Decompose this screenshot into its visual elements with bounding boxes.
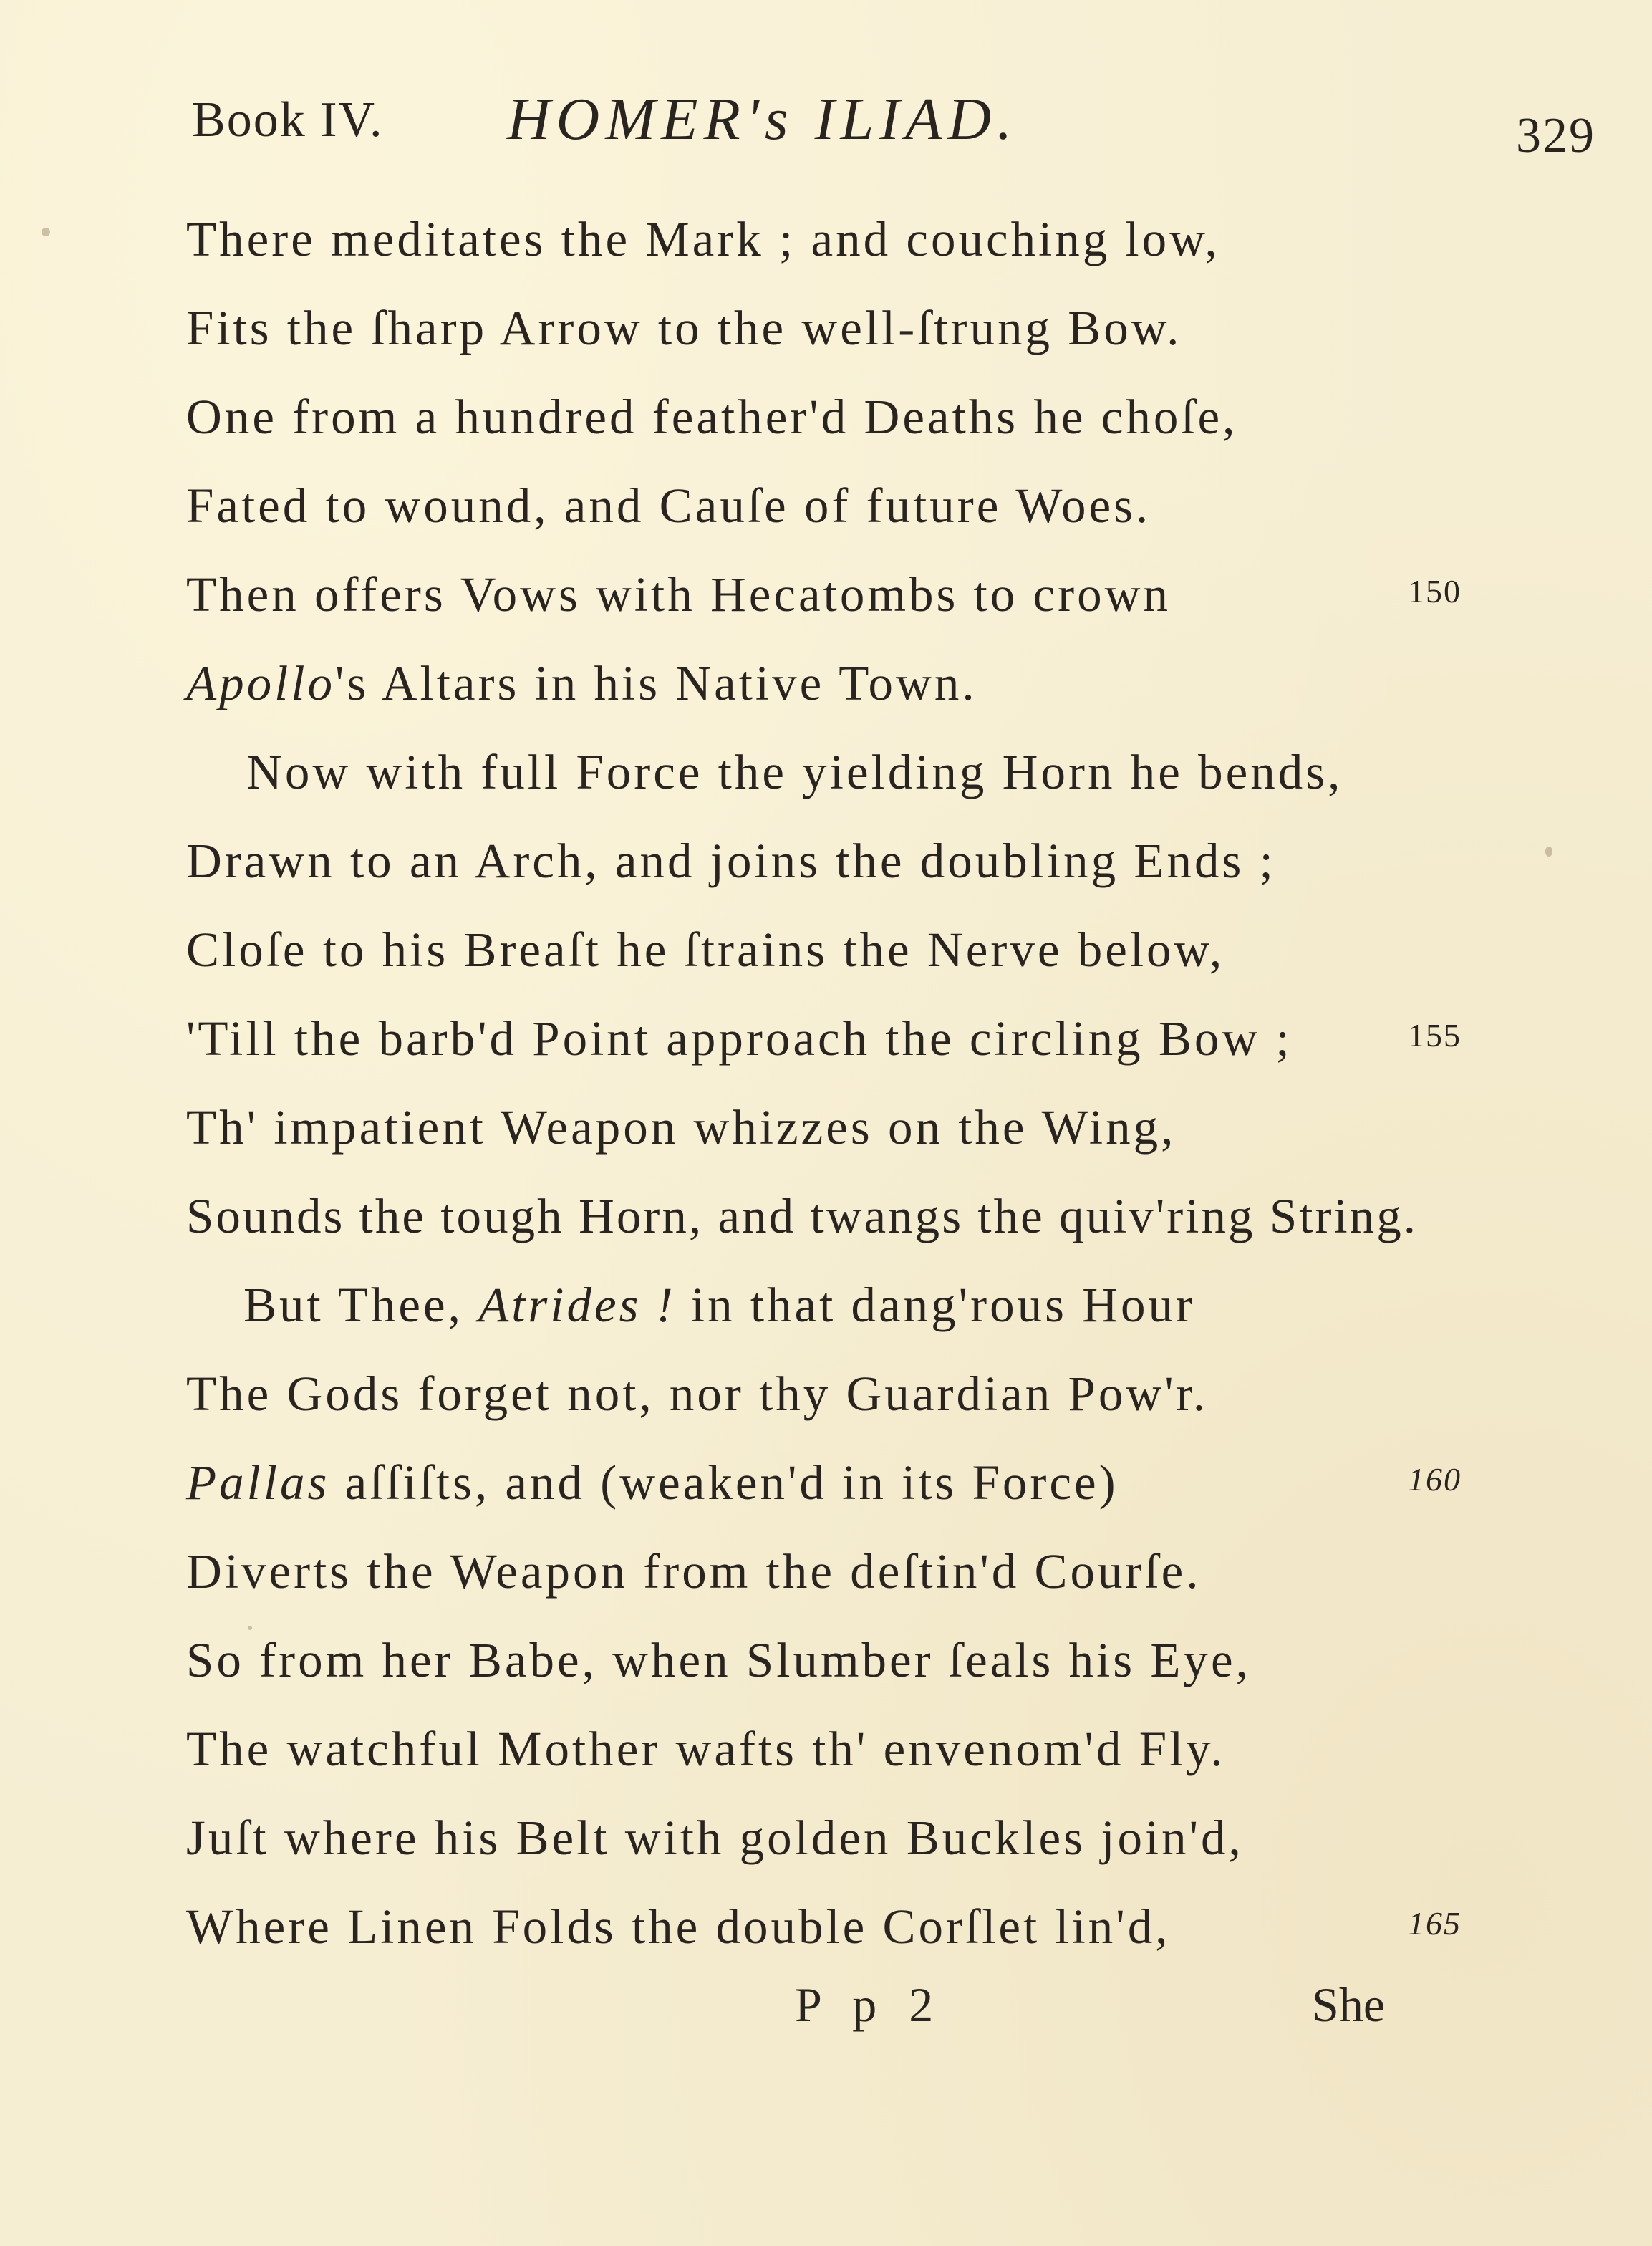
paper-speck <box>248 1626 252 1630</box>
text-segment: Diverts the Weapon from the deſtin'd Courſe. <box>186 1544 1202 1599</box>
paper-speck <box>42 228 50 236</box>
verse-line <box>0 1172 1652 1261</box>
verse-text <box>186 1083 1176 1172</box>
page-number: 329 <box>1516 108 1595 163</box>
text-segment: One from a hundred feather'd Deaths he choſe, <box>186 390 1238 444</box>
verse-line <box>0 550 1652 639</box>
verse-line <box>0 1083 1652 1172</box>
work-title: HOMER's ILIAD. <box>507 86 1018 153</box>
verse-text <box>186 1793 1244 1882</box>
text-segment: Juſt where his Belt with golden Buckles join'd, <box>186 1811 1244 1865</box>
italic-segment: Apollo <box>186 656 335 710</box>
catchword: She <box>1312 1977 1385 2032</box>
text-segment: aſſiſts, and (weaken'd in its Force) <box>329 1455 1119 1510</box>
running-head <box>192 85 1595 163</box>
verse-text <box>186 550 1171 639</box>
line-number: 165 <box>1408 1905 1462 1942</box>
verse-text <box>186 1705 1226 1793</box>
verse-line <box>0 195 1652 284</box>
text-segment: 'Till the barb'd Point approach the circling Bow ; <box>186 1011 1293 1066</box>
verse-line <box>0 461 1652 550</box>
text-segment: Th' impatient Weapon whizzes on the Wing, <box>186 1100 1177 1155</box>
text-segment: But Thee, <box>243 1278 479 1332</box>
verse-text <box>186 994 1293 1083</box>
text-segment: There meditates the Mark ; and couching low, <box>186 212 1220 266</box>
verse-line <box>0 1527 1652 1616</box>
italic-segment: Pallas <box>186 1455 330 1510</box>
verse-text <box>186 461 1151 550</box>
text-segment: Now with full Force the yielding Horn he bends, <box>246 745 1343 799</box>
text-segment: Fits the ſharp Arrow to the well-ſtrung Bow. <box>186 301 1182 355</box>
verse-text <box>186 195 1220 284</box>
signature-mark: P p 2 <box>795 1977 944 2032</box>
text-segment: The Gods forget not, nor thy Guardian Pow'r. <box>186 1367 1209 1421</box>
verse-line <box>0 728 1652 816</box>
verse-text <box>186 1438 1119 1527</box>
verse-text <box>186 639 977 728</box>
line-number: 150 <box>1408 573 1462 609</box>
text-segment: 's Altars in his Native Town. <box>335 656 977 710</box>
text-segment: Sounds the tough Horn, and twangs the quiv'ring String. <box>186 1189 1418 1243</box>
text-segment: Drawn to an Arch, and joins the doubling Ends ; <box>186 834 1276 888</box>
verse-line <box>0 1349 1652 1438</box>
verse-text <box>186 372 1237 461</box>
verse-line <box>0 1261 1652 1349</box>
text-segment: So from her Babe, when Slumber ſeals his Eye, <box>186 1633 1251 1687</box>
verse-line <box>0 994 1652 1083</box>
verse-text <box>186 1616 1251 1705</box>
verse-text <box>186 284 1182 372</box>
line-number: 160 <box>1408 1461 1462 1498</box>
text-segment: Then offers Vows with Hecatombs to crown <box>186 567 1171 622</box>
text-segment: Where Linen Folds the double Corſlet lin'd, <box>186 1899 1171 1954</box>
text-segment: The watchful Mother wafts th' envenom'd Fly. <box>186 1722 1226 1776</box>
verse-line <box>0 639 1652 728</box>
italic-segment: Atrides ! <box>478 1278 676 1332</box>
paper-speck <box>1545 847 1552 857</box>
verse-text <box>186 1527 1202 1616</box>
book-label: Book IV. <box>192 92 384 148</box>
verse-text <box>186 1882 1170 1971</box>
text-segment: Fated to wound, and Cauſe of future Woes. <box>186 478 1151 533</box>
verse-line <box>0 905 1652 994</box>
verse-text <box>186 905 1224 994</box>
page-footer <box>0 1977 1652 2055</box>
verse-line <box>0 284 1652 372</box>
verse-line <box>0 816 1652 905</box>
verse-line <box>0 1882 1652 1971</box>
verse-line <box>0 372 1652 461</box>
verse-text <box>186 816 1276 905</box>
verse-line <box>0 1705 1652 1793</box>
text-segment: Cloſe to his Breaſt he ſtrains the Nerve below, <box>186 922 1225 977</box>
verse-text <box>243 1261 1195 1349</box>
verse-text <box>186 1349 1208 1438</box>
verse-text <box>186 1172 1418 1261</box>
verse-text <box>246 728 1343 816</box>
verse-line <box>0 1438 1652 1527</box>
verse-line <box>0 1793 1652 1882</box>
text-segment: in that dang'rous Hour <box>675 1278 1195 1332</box>
line-number: 155 <box>1408 1017 1462 1054</box>
